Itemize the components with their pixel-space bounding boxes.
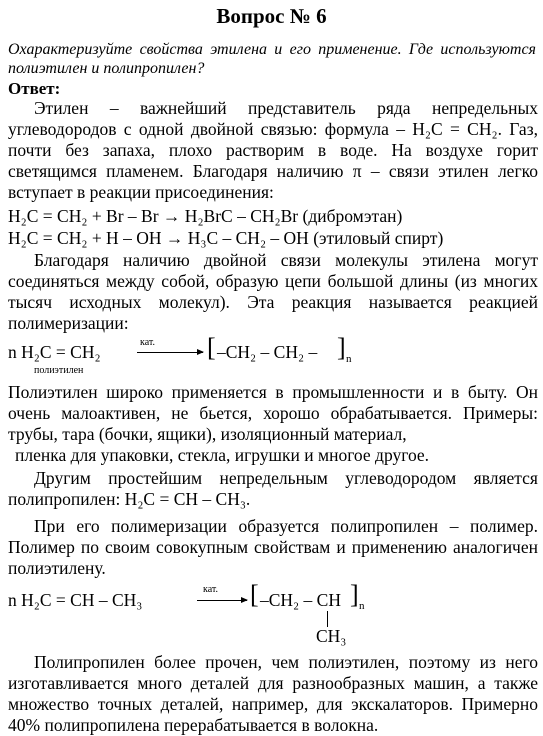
reaction-arrow-2 — [197, 600, 247, 601]
subscript-n-2: n — [359, 600, 365, 612]
catalyst-label-2: кат. — [203, 584, 219, 595]
equation-bromination: H₂C = CH₂ + Br – Br → H₂BrC – CH₂Br (дибромэтан) — [8, 206, 403, 226]
polyethylene-caption: полиэтилен — [34, 365, 84, 376]
paragraph-polymerization: Благодаря наличию двойной связи молекулы этилена могут соединяться между собой, образую цепи большой длины (из многих тысяч исходных молекул). Эта реакция называется реакцией полимеризации: — [8, 250, 538, 333]
paragraph-polypropylene-polymer: При его полимеризации образуется полипропилен – полимер. Полимер по своим совокупным свойствам и применению аналогичен полиэтилену. — [8, 516, 538, 578]
bracket-left-2: [ — [250, 580, 259, 609]
bracket-right-1: ] — [337, 333, 346, 362]
equation-hydration: H₂C = CH₂ + H – OH → H₃C – CH₂ – OH (этиловый спирт) — [8, 228, 444, 248]
polypropylene-product: –CH₂ – CH — [260, 590, 341, 610]
answer-label: Ответ: — [8, 79, 61, 98]
polypropylene-reactant: n H₂C = CH – CH₃ — [8, 590, 143, 610]
bracket-left-1: [ — [207, 333, 216, 362]
bracket-right-2: ] — [350, 580, 359, 609]
question-text: Охарактеризуйте свойства этилена и его применение. Где используются полиэтилен и полипропилен? — [8, 41, 536, 77]
paragraph-polyethylene-uses: Полиэтилен широко применяется в промышленности и в быту. Он очень малоактивен, не бьется, хорошо обрабатывается. Примеры: трубы, тара (бочки, ящики), изоляционный материал, — [8, 382, 538, 444]
branch-bond — [327, 611, 328, 627]
paragraph-polypropylene-uses: Полипропилен более прочен, чем полиэтилен, поэтому из него изготавливается много деталей для разнообразных машин, а также множество точных деталей, например, для экскалаторов. Примерно 40% полипропилена перерабатывается в волокна. — [8, 652, 538, 735]
subscript-n-1: n — [346, 353, 352, 365]
paragraph-polyethylene-uses-cont: пленка для упаковки, стекла, игрушки и многое другое. — [15, 445, 430, 465]
page-title: Вопрос № 6 — [216, 4, 327, 28]
polyethylene-product: –CH₂ – CH₂ – — [217, 342, 318, 362]
catalyst-label-1: кат. — [140, 337, 156, 348]
polypropylene-branch: CH₃ — [316, 626, 347, 646]
polyethylene-reactant: n H₂C = CH₂ — [8, 342, 101, 362]
paragraph-ethylene-properties: Этилен – важнейший представитель ряда непредельных углеводородов с одной двойной связью: формула – H₂C = CH₂. Газ, почти без запаха, плохо растворим в воде. На воздухе горит светящимся пламенем. Благодаря наличию π – связи этилен легко вступает в реакции присоединения: — [8, 98, 538, 202]
reaction-arrow-1 — [137, 352, 203, 353]
paragraph-polypropylene-intro: Другим простейшим непредельным углеводородом является полипропилен: H₂C = CH – CH₃. — [8, 468, 538, 509]
